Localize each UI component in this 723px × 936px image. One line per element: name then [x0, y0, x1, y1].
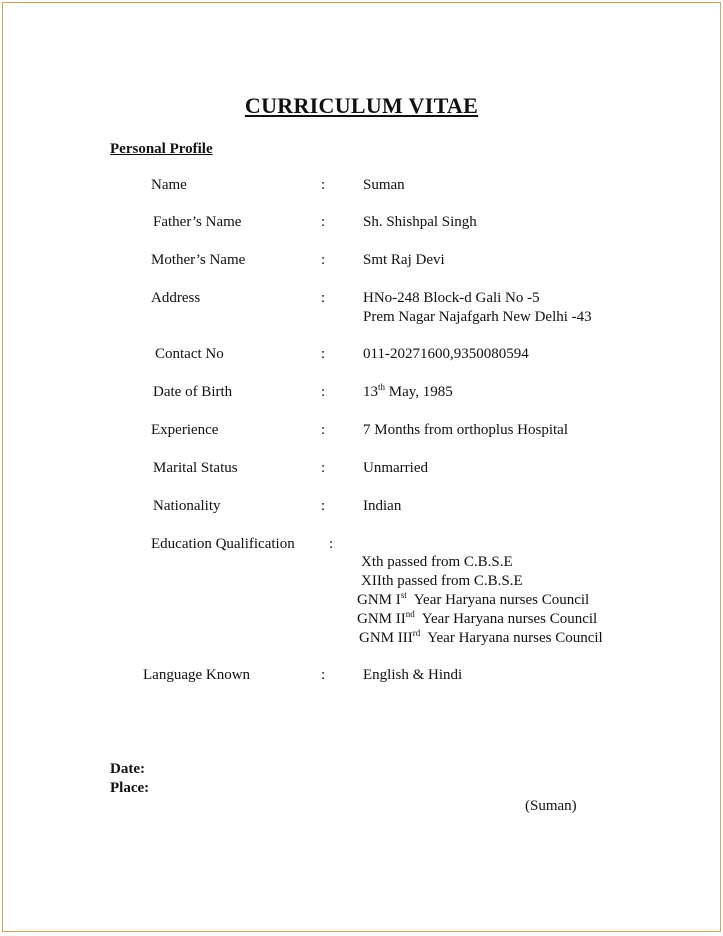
- field-colon: :: [321, 177, 326, 193]
- field-colon: :: [321, 667, 326, 683]
- field-label: Date of Birth: [153, 384, 233, 400]
- place-label: Place:: [110, 780, 150, 796]
- field-colon: :: [321, 384, 326, 400]
- field-label: Father’s Name: [153, 214, 242, 230]
- gnm-2-rest: Year Haryana nurses Council: [414, 611, 598, 627]
- field-value: Suman: [363, 177, 405, 193]
- document-title: CURRICULUM VITAE: [244, 93, 479, 118]
- field-colon: :: [321, 422, 326, 438]
- field-label: Marital Status: [153, 460, 238, 476]
- gnm-3-rest: Year Haryana nurses Council: [420, 630, 603, 646]
- field-colon: :: [321, 252, 326, 268]
- address-line-1: HNo-248 Block-d Gali No -5: [363, 290, 540, 306]
- cv-page: [2, 2, 721, 932]
- education-line-gnm-2: [357, 610, 597, 628]
- field-label: Language Known: [143, 667, 251, 683]
- education-line-xiith: XIIth passed from C.B.S.E: [361, 573, 523, 589]
- field-value: English & Hindi: [363, 667, 463, 683]
- field-label: Experience: [151, 422, 219, 438]
- education-line-gnm-1: [357, 591, 589, 609]
- section-heading-personal-profile: Personal Profile: [110, 141, 213, 157]
- field-label: Address: [151, 290, 201, 306]
- dob-day-suffix: th: [378, 382, 386, 392]
- field-colon: :: [321, 498, 326, 514]
- gnm-2-suffix: nd: [405, 609, 415, 619]
- gnm-1-text: GNM I: [357, 592, 401, 608]
- field-value: [363, 383, 453, 401]
- education-line-gnm-3: [359, 629, 603, 647]
- dob-day: 13: [363, 384, 378, 400]
- field-colon: :: [321, 290, 326, 306]
- field-label: Nationality: [153, 498, 221, 514]
- education-line-xth: Xth passed from C.B.S.E: [361, 554, 513, 570]
- field-value: Unmarried: [363, 460, 428, 476]
- field-colon: :: [321, 346, 326, 362]
- dob-rest: May, 1985: [385, 384, 453, 400]
- field-value: 7 Months from orthoplus Hospital: [363, 422, 568, 438]
- field-label: Education Qualification: [151, 536, 295, 552]
- gnm-1-rest: Year Haryana nurses Council: [406, 592, 590, 608]
- field-label: Contact No: [155, 346, 224, 362]
- field-value: Sh. Shishpal Singh: [363, 214, 477, 230]
- gnm-1-suffix: st: [400, 590, 407, 600]
- field-value: Smt Raj Devi: [363, 252, 445, 268]
- field-label: Mother’s Name: [151, 252, 246, 268]
- gnm-3-suffix: rd: [412, 628, 421, 638]
- address-line-2: Prem Nagar Najafgarh New Delhi -43: [363, 309, 592, 325]
- field-label: Name: [151, 177, 187, 193]
- gnm-3-text: GNM III: [359, 630, 413, 646]
- field-colon: :: [321, 214, 326, 230]
- date-label: Date:: [110, 761, 145, 777]
- field-value: Indian: [363, 498, 402, 514]
- gnm-2-text: GNM II: [357, 611, 406, 627]
- field-value: 011-20271600,9350080594: [363, 346, 529, 362]
- signature-name: (Suman): [525, 798, 577, 814]
- field-colon: :: [329, 536, 334, 552]
- field-colon: :: [321, 460, 326, 476]
